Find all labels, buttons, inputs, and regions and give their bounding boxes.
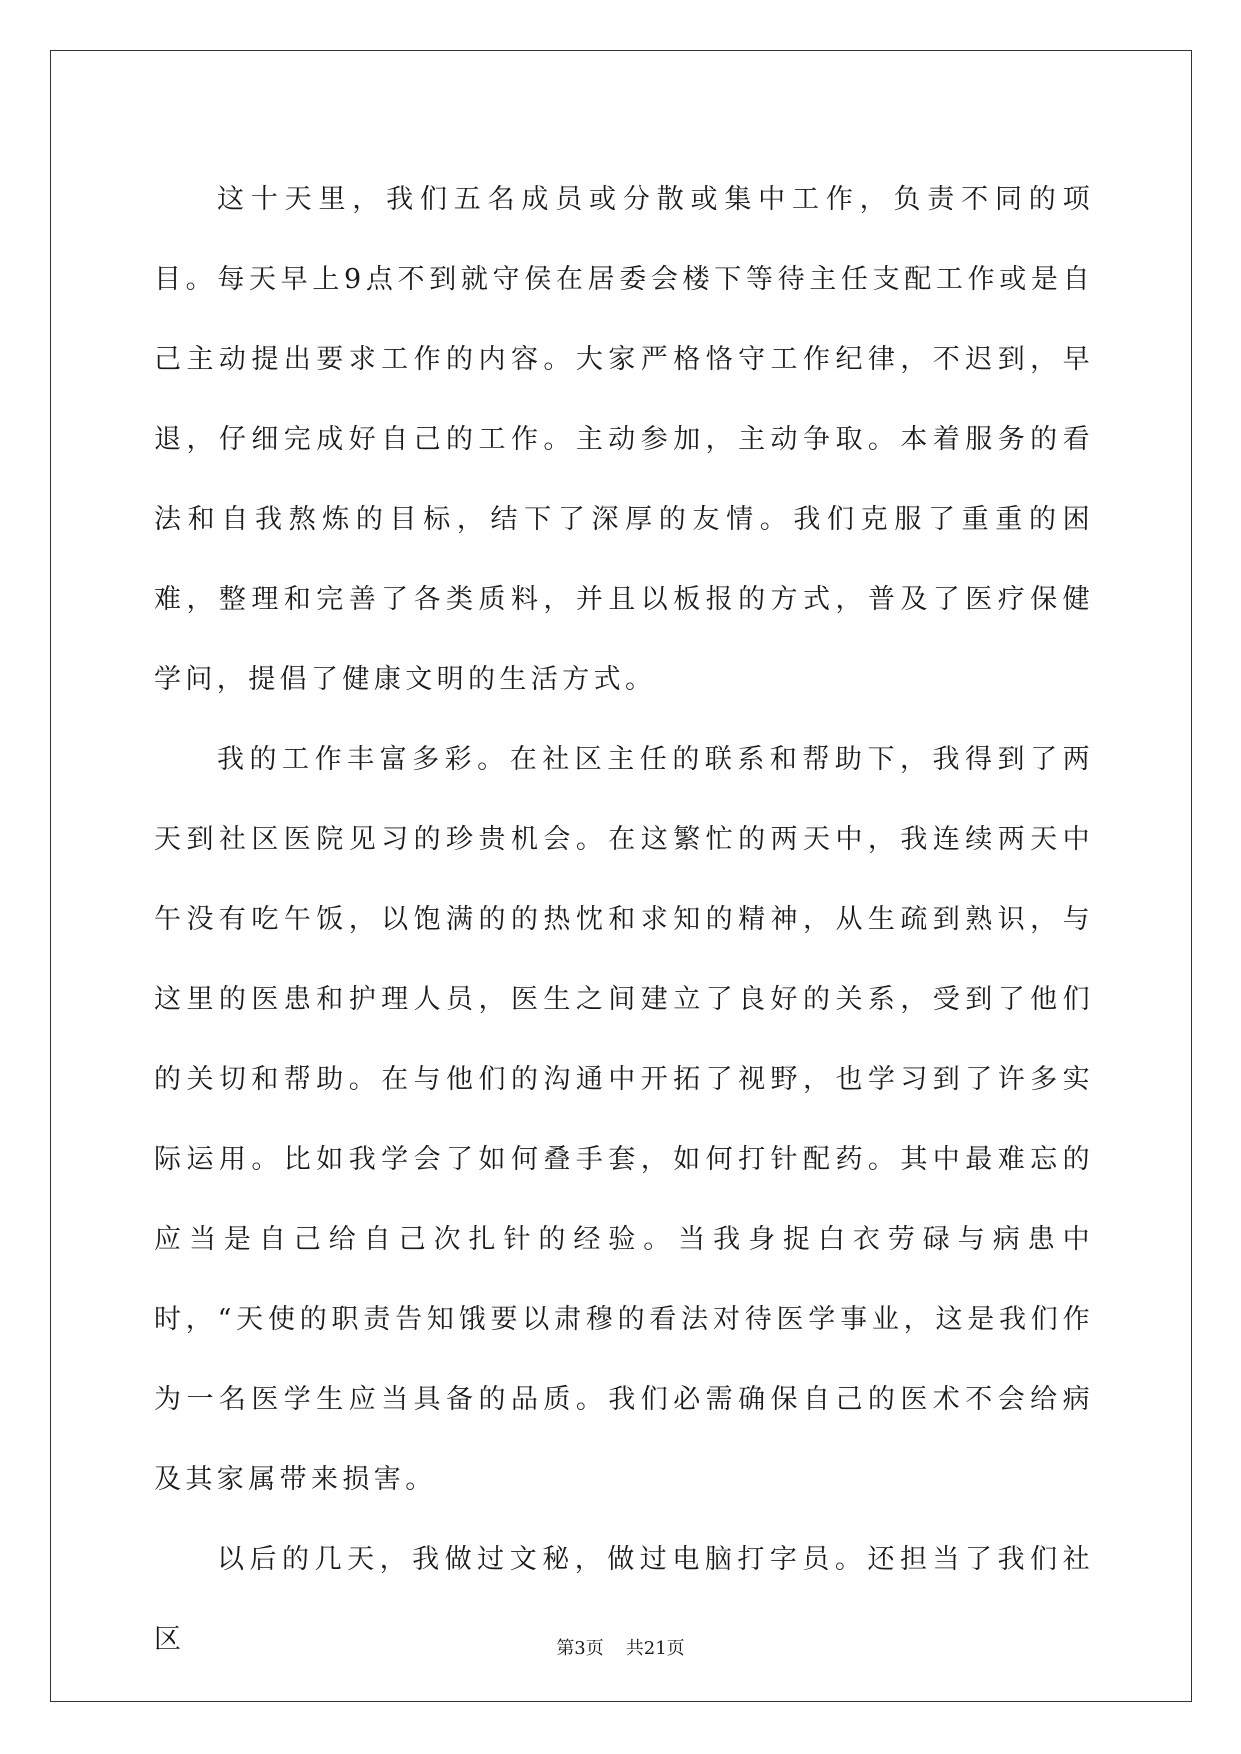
- page-total: 共21页: [625, 1638, 685, 1659]
- page-number: 第3页: [556, 1638, 604, 1659]
- paragraph-1: 这十天里，我们五名成员或分散或集中工作，负责不同的项目。每天早上9点不到就守侯在居委会楼下等待主任支配工作或是自己主动提出要求工作的内容。大家严格恪守工作纪律，不迟到，早退，仔细完成好自己的工作。主动参加，主动争取。本着服务的看法和自我熬炼的目标，结下了深厚的友情。我们克服了重重的困难，整理和完善了各类质料，并且以板报的方式，普及了医疗保健学问，提倡了健康文明的生活方式。: [154, 184, 1094, 695]
- page-footer: [0, 1634, 1241, 1660]
- paragraph-3: 以后的几天，我做过文秘，做过电脑打字员。还担当了我们社区: [154, 1544, 1094, 1655]
- document-body: [154, 160, 1094, 1680]
- paragraph-2: 我的工作丰富多彩。在社区主任的联系和帮助下，我得到了两天到社区医院见习的珍贵机会。在这繁忙的两天中，我连续两天中午没有吃午饭，以饱满的的热忱和求知的精神，从生疏到熟识，与这里的医患和护理人员，医生之间建立了良好的关系，受到了他们的关切和帮助。在与他们的沟通中开拓了视野，也学习到了许多实际运用。比如我学会了如何叠手套，如何打针配药。其中最难忘的应当是自己给自己次扎针的经验。当我身捉白衣劳碌与病患中时，“天使的职责告知饿要以肃穆的看法对待医学事业，这是我们作为一名医学生应当具备的品质。我们必需确保自己的医术不会给病及其家属带来损害。: [154, 744, 1094, 1495]
